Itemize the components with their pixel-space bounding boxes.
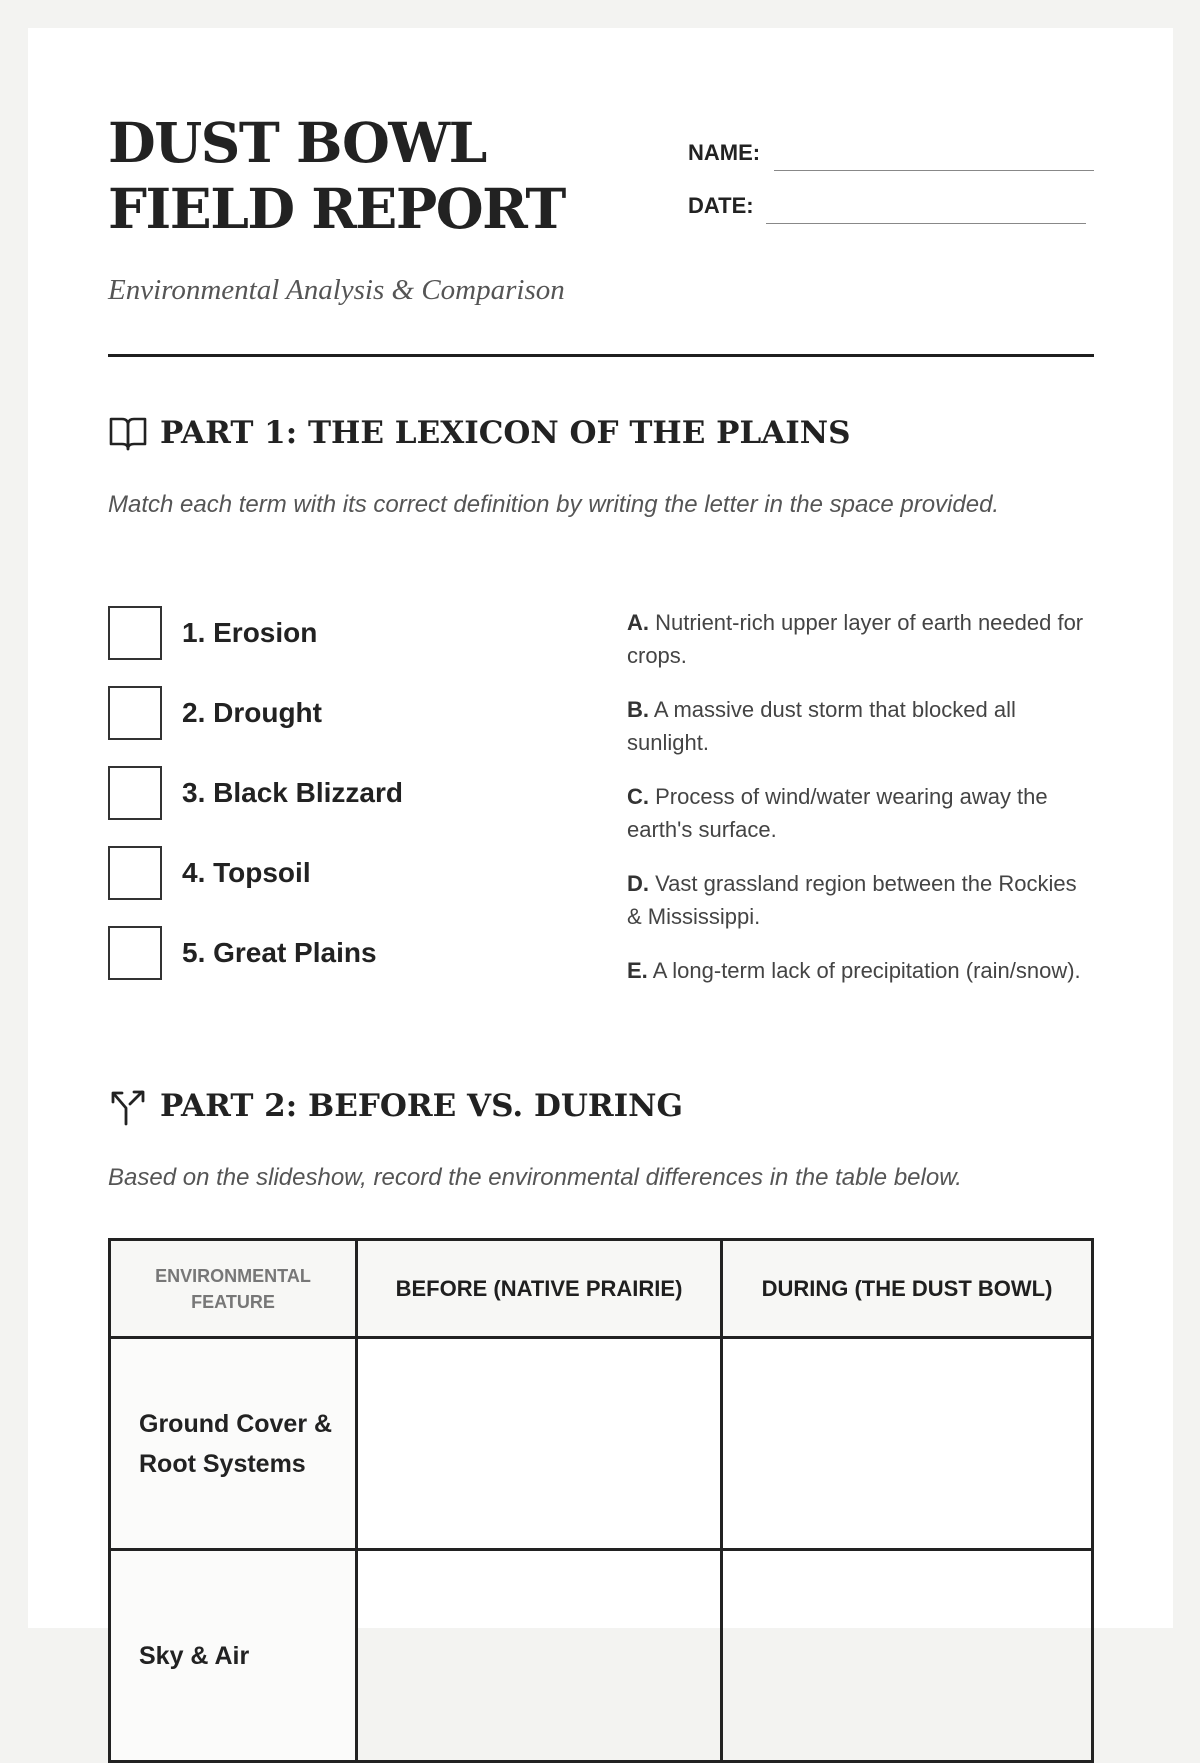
during-answer-cell[interactable] bbox=[722, 1338, 1093, 1550]
split-arrow-icon bbox=[108, 1086, 148, 1126]
date-input-line[interactable] bbox=[766, 223, 1086, 224]
definition-letter: E. bbox=[627, 958, 648, 983]
table-header-row bbox=[110, 1240, 1093, 1338]
definition-text: A massive dust storm that blocked all sunlight. bbox=[627, 697, 1016, 755]
column-header-feature-text: ENVIRONMENTAL FEATURE bbox=[155, 1265, 311, 1312]
table-row bbox=[110, 1550, 1093, 1762]
definition-letter: C. bbox=[627, 784, 649, 809]
date-field[interactable] bbox=[688, 193, 754, 219]
feature-name: Sky & Air bbox=[139, 1641, 250, 1670]
definition-item bbox=[627, 693, 1087, 759]
term-label: 3. Black Blizzard bbox=[182, 777, 403, 808]
name-input-line[interactable] bbox=[774, 170, 1094, 171]
answer-box[interactable] bbox=[108, 846, 162, 900]
part2-instructions: Based on the slideshow, record the environmental differences in the table below. bbox=[108, 1164, 962, 1191]
term-label: 5. Great Plains bbox=[182, 937, 377, 968]
report-header bbox=[108, 110, 1094, 360]
term-label: 1. Erosion bbox=[182, 617, 318, 648]
term-item bbox=[108, 926, 377, 980]
definition-text: A long-term lack of precipitation (rain/snow). bbox=[652, 958, 1081, 983]
part2-heading bbox=[108, 1086, 683, 1126]
definition-text: Vast grassland region between the Rockies & Mississippi. bbox=[627, 871, 1077, 929]
definition-letter: D. bbox=[627, 871, 649, 896]
part1-heading bbox=[108, 413, 851, 453]
date-label: DATE: bbox=[688, 193, 754, 218]
definition-letter: B. bbox=[627, 697, 649, 722]
column-header-during: DURING (THE DUST BOWL) bbox=[722, 1240, 1093, 1338]
feature-name: Ground Cover & Root Systems bbox=[139, 1409, 333, 1478]
part2-title: PART 2: BEFORE VS. DURING bbox=[160, 1088, 683, 1124]
answer-box[interactable] bbox=[108, 926, 162, 980]
feature-cell bbox=[110, 1550, 357, 1762]
before-answer-cell[interactable] bbox=[357, 1550, 722, 1762]
term-item bbox=[108, 766, 403, 820]
term-label: 4. Topsoil bbox=[182, 857, 311, 888]
definition-letter: A. bbox=[627, 610, 649, 635]
feature-cell bbox=[110, 1338, 357, 1550]
comparison-table bbox=[108, 1238, 1094, 1763]
term-item bbox=[108, 846, 311, 900]
column-header-before: BEFORE (NATIVE PRAIRIE) bbox=[357, 1240, 722, 1338]
definition-text: Process of wind/water wearing away the earth's surface. bbox=[627, 784, 1048, 842]
definition-item bbox=[627, 867, 1087, 933]
term-item bbox=[108, 606, 317, 660]
before-answer-cell[interactable] bbox=[357, 1338, 722, 1550]
worksheet-page bbox=[28, 28, 1173, 1670]
header-divider bbox=[108, 354, 1094, 357]
table-row bbox=[110, 1338, 1093, 1550]
name-label: NAME: bbox=[688, 140, 761, 165]
definition-item bbox=[627, 606, 1087, 672]
definition-item bbox=[627, 954, 1087, 987]
during-answer-cell[interactable] bbox=[722, 1550, 1093, 1762]
definition-item bbox=[627, 780, 1087, 846]
column-header-feature bbox=[110, 1240, 357, 1338]
definition-text: Nutrient-rich upper layer of earth needed for crops. bbox=[627, 610, 1084, 668]
part1-instructions: Match each term with its correct definition by writing the letter in the space provided. bbox=[108, 491, 1000, 518]
page-title: DUST BOWL FIELD REPORT bbox=[108, 110, 565, 241]
answer-box[interactable] bbox=[108, 686, 162, 740]
page-subtitle: Environmental Analysis & Comparison bbox=[108, 274, 565, 306]
part1-title: PART 1: THE LEXICON OF THE PLAINS bbox=[160, 415, 851, 451]
answer-box[interactable] bbox=[108, 606, 162, 660]
answer-box[interactable] bbox=[108, 766, 162, 820]
term-item bbox=[108, 686, 322, 740]
book-icon bbox=[108, 413, 148, 453]
term-label: 2. Drought bbox=[182, 697, 322, 728]
name-field[interactable] bbox=[688, 140, 760, 166]
